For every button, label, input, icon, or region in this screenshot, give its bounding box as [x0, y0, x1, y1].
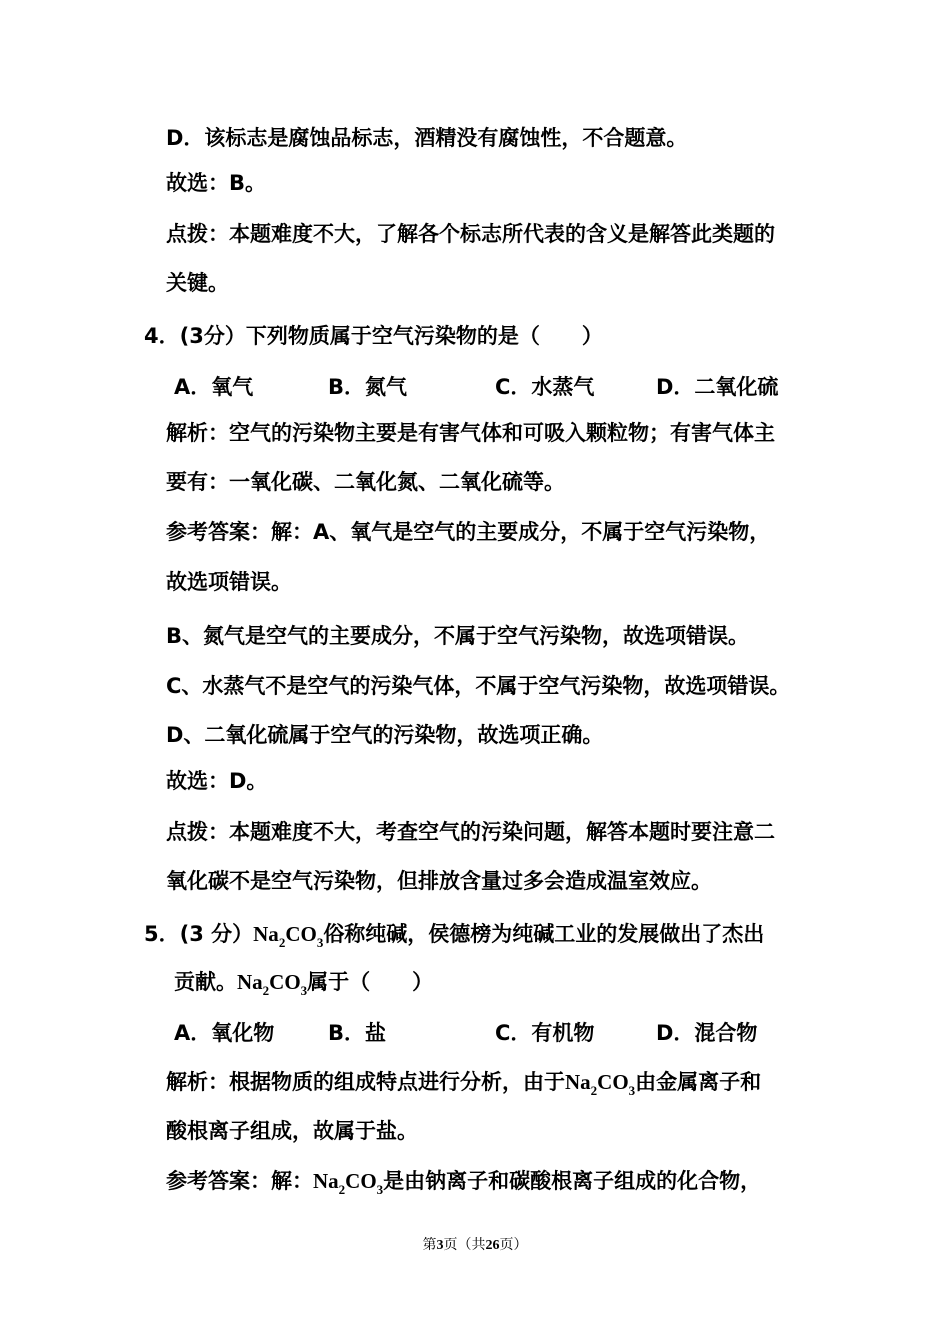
formula-na2co3 — [237, 970, 308, 998]
question-4-answer: 参考答案：解：A、氧气是空气的主要成分，不属于空气污染物， — [166, 520, 771, 544]
text-line: C、水蒸气不是空气的污染气体，不属于空气污染物，故选项错误。 — [166, 674, 791, 698]
formula-na2co3 — [253, 922, 324, 950]
option-d: D．混合物 — [656, 1021, 758, 1045]
stem-text: 属于（ ） — [307, 970, 434, 994]
text-line: 故选：B。 — [166, 171, 267, 195]
formula-subscript: 2 — [278, 935, 286, 950]
question-5-analysis — [166, 1070, 762, 1098]
analysis-text: 由金属离子和 — [635, 1070, 762, 1094]
text-line: 关键。 — [166, 271, 229, 295]
option-c: C．水蒸气 — [495, 375, 595, 399]
question-5-options — [0, 1023, 950, 1047]
formula-part: Na — [313, 1169, 339, 1193]
formula-subscript: 2 — [338, 1182, 346, 1197]
stem-prefix: 5．(3 分） — [144, 922, 254, 946]
option-b: B．盐 — [328, 1021, 387, 1045]
answer-text: 参考答案：解： — [166, 1169, 313, 1193]
formula-subscript: 3 — [376, 1182, 384, 1197]
question-4-stem: 4．(3分）下列物质属于空气污染物的是（ ） — [144, 324, 603, 348]
text-line: 酸根离子组成，故属于盐。 — [166, 1119, 418, 1143]
formula-part: Na — [565, 1070, 591, 1094]
stem-text: 贡献。 — [174, 970, 237, 994]
total-pages: 26 — [485, 1238, 500, 1253]
text-line: D、二氧化硫属于空气的污染物，故选项正确。 — [166, 723, 604, 747]
text-line: 氧化碳不是空气污染物，但排放含量过多会造成温室效应。 — [166, 869, 712, 893]
question-5-stem — [144, 922, 765, 950]
text-line: 故选项错误。 — [166, 570, 292, 594]
text-line: 点拨：本题难度不大，考查空气的污染问题，解答本题时要注意二 — [166, 820, 775, 844]
page-footer — [0, 1234, 950, 1254]
question-4-analysis: 解析：空气的污染物主要是有害气体和可吸入颗粒物；有害气体主 — [166, 421, 775, 445]
formula-na2co3 — [565, 1070, 636, 1098]
formula-part: CO — [269, 970, 301, 994]
text-line: B、氮气是空气的主要成分，不属于空气污染物，故选项错误。 — [166, 624, 750, 648]
formula-na2co3 — [313, 1169, 384, 1197]
formula-part: CO — [345, 1169, 377, 1193]
text-line: 要有：一氧化碳、二氧化氮、二氧化硫等。 — [166, 470, 565, 494]
stem-suffix: 俗称纯碱，侯德榜为纯碱工业的发展做出了杰出 — [323, 922, 765, 946]
formula-subscript: 3 — [316, 935, 324, 950]
option-d: D．二氧化硫 — [656, 375, 779, 399]
question-5-answer — [166, 1169, 762, 1197]
question-5-stem-line2 — [174, 970, 434, 998]
page-number: 3 — [436, 1238, 444, 1253]
text-line: D．该标志是腐蚀品标志，酒精没有腐蚀性，不合题意。 — [166, 126, 688, 150]
formula-part: CO — [597, 1070, 629, 1094]
formula-part: Na — [237, 970, 263, 994]
formula-subscript: 2 — [262, 983, 270, 998]
option-c: C．有机物 — [495, 1021, 595, 1045]
text-line: 故选：D。 — [166, 769, 268, 793]
option-b: B．氮气 — [328, 375, 408, 399]
option-a: A．氧气 — [174, 375, 254, 399]
formula-part: Na — [253, 922, 279, 946]
formula-subscript: 3 — [300, 983, 308, 998]
footer-text: 第 — [422, 1238, 437, 1253]
analysis-text: 解析：根据物质的组成特点进行分析，由于 — [166, 1070, 565, 1094]
formula-subscript: 3 — [628, 1083, 636, 1098]
question-4-options — [0, 377, 950, 401]
footer-text: 页（共 — [443, 1238, 486, 1253]
option-a: A．氧化物 — [174, 1021, 275, 1045]
formula-part: CO — [285, 922, 317, 946]
footer-text: 页） — [499, 1238, 528, 1253]
formula-subscript: 2 — [590, 1083, 598, 1098]
text-line: 点拨：本题难度不大，了解各个标志所代表的含义是解答此类题的 — [166, 222, 775, 246]
answer-text: 是由钠离子和碳酸根离子组成的化合物， — [383, 1169, 762, 1193]
